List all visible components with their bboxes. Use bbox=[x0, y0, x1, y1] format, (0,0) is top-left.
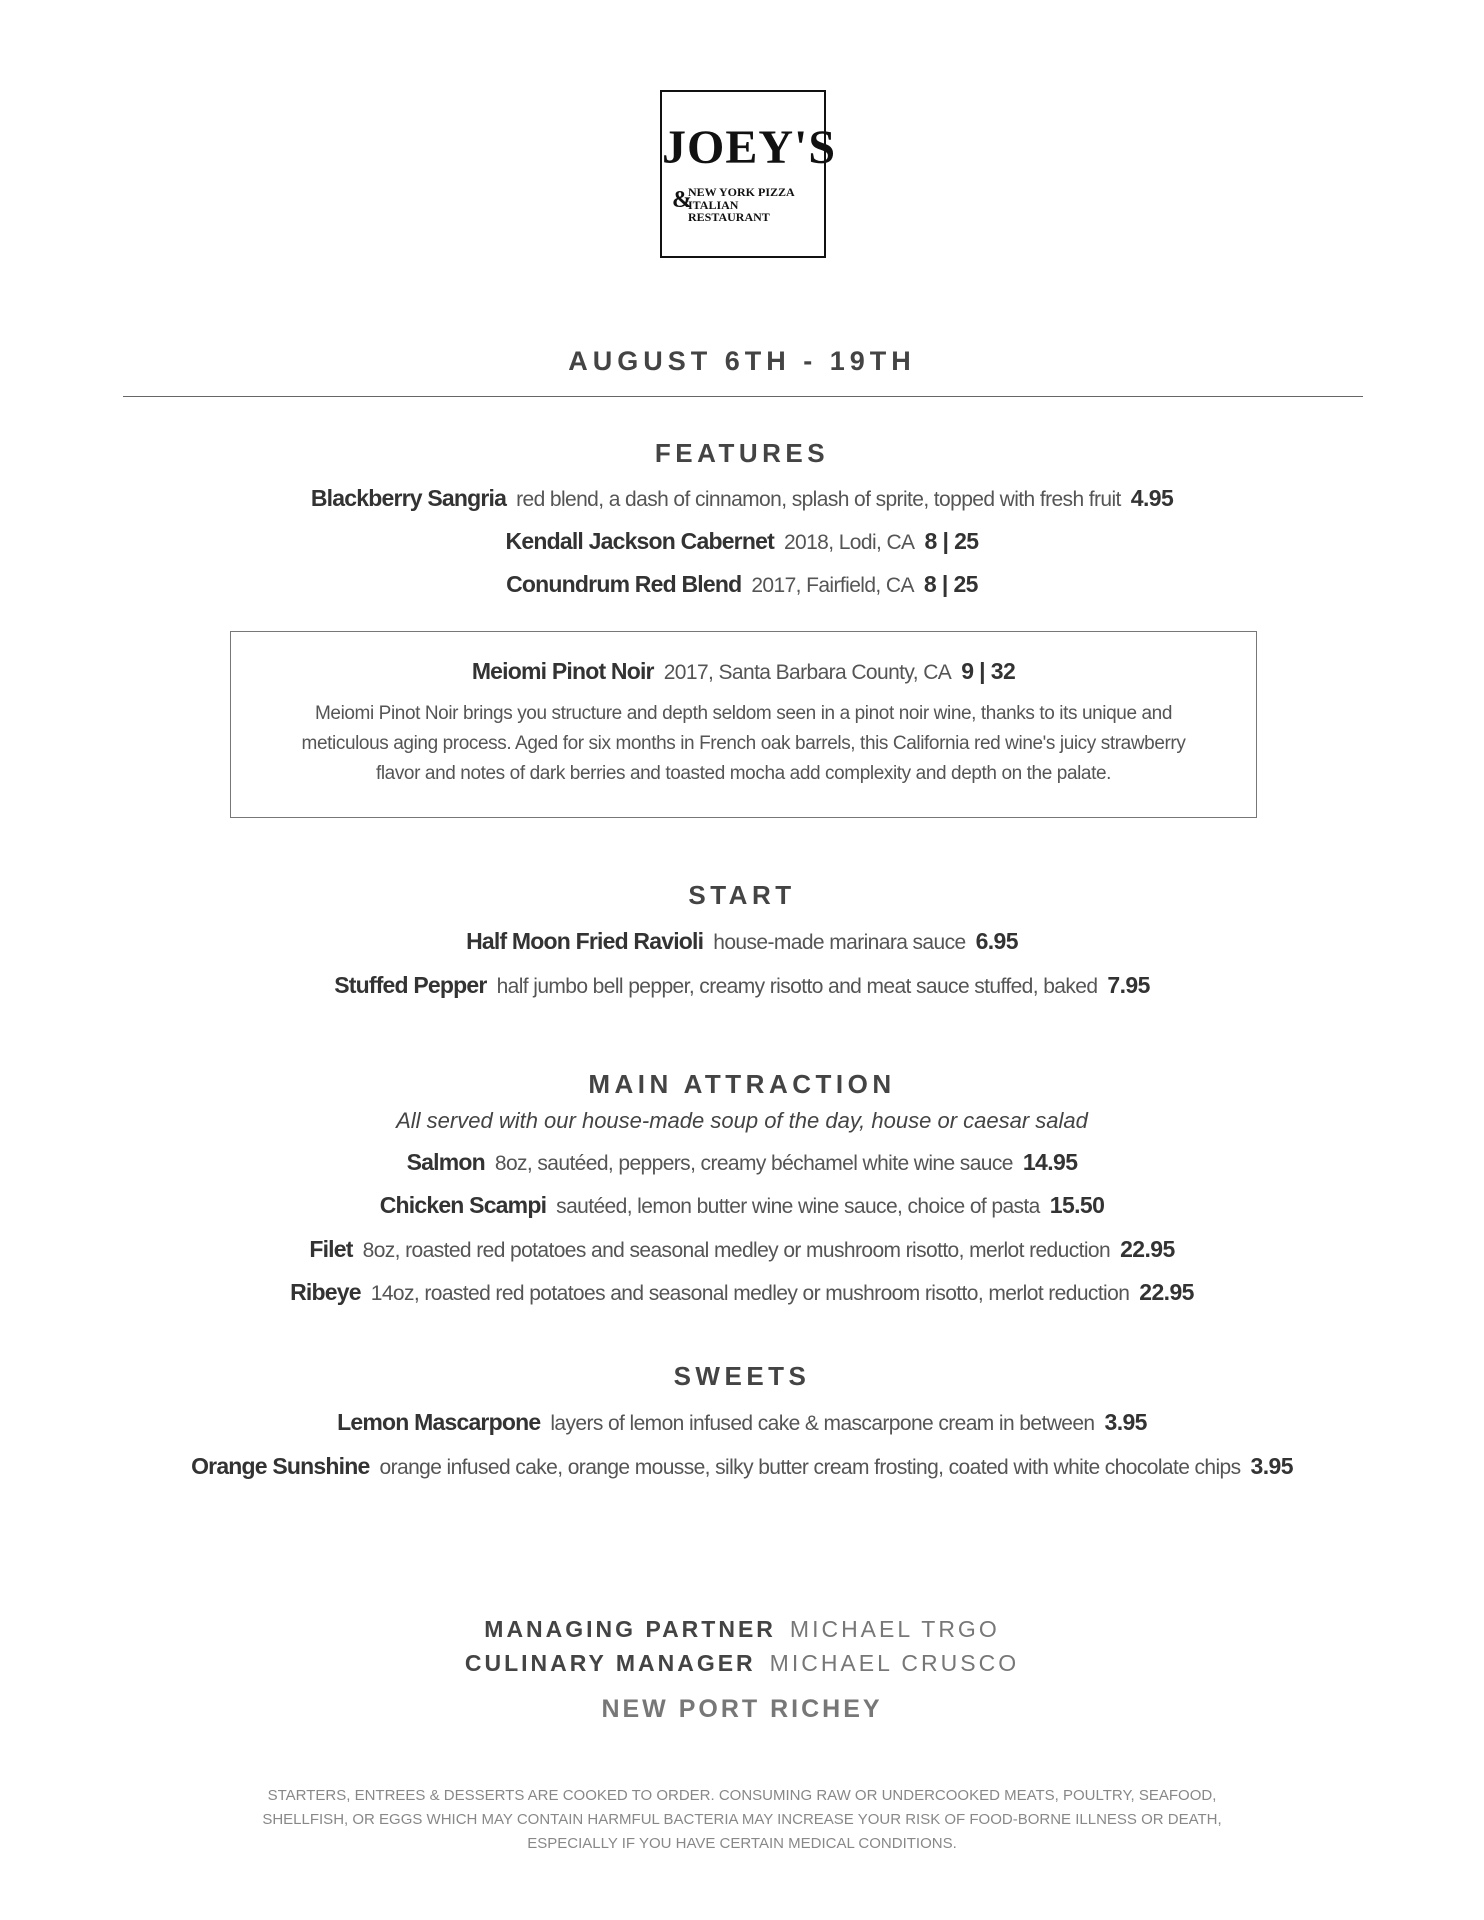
menu-item bbox=[0, 1409, 1484, 1437]
item-price: 22.95 bbox=[1120, 1236, 1175, 1262]
item-description: 8oz, sautéed, peppers, creamy béchamel white wine sauce bbox=[494, 1152, 1013, 1175]
item-description: sautéed, lemon butter wine wine sauce, choice of pasta bbox=[556, 1195, 1040, 1218]
logo-subtitle bbox=[670, 186, 818, 224]
staff-line bbox=[0, 1650, 1484, 1677]
item-price: 8 | 25 bbox=[923, 571, 978, 597]
menu-item bbox=[0, 571, 1484, 599]
item-description: house-made marinara sauce bbox=[713, 931, 966, 954]
menu-item bbox=[0, 1149, 1484, 1177]
item-price: 15.50 bbox=[1049, 1192, 1105, 1218]
item-name: Half Moon Fried Ravioli bbox=[466, 928, 704, 954]
item-description: 2017, Fairfield, CA bbox=[751, 574, 914, 597]
item-price: 22.95 bbox=[1139, 1279, 1194, 1305]
item-description: layers of lemon infused cake & mascarpone cream in between bbox=[550, 1412, 1095, 1435]
item-name: Chicken Scampi bbox=[379, 1192, 547, 1218]
item-price: 8 | 25 bbox=[924, 528, 979, 554]
section-title-main: MAIN ATTRACTION bbox=[588, 1069, 896, 1099]
item-price: 3.95 bbox=[1104, 1409, 1147, 1435]
logo-name: JOEY'S bbox=[662, 121, 837, 174]
menu-item bbox=[0, 485, 1484, 513]
section-title-sweets: SWEETS bbox=[673, 1361, 811, 1391]
disclaimer-line: ESPECIALLY IF YOU HAVE CERTAIN MEDICAL CONDITIONS. bbox=[527, 1835, 957, 1852]
item-price: 7.95 bbox=[1107, 972, 1150, 998]
menu-item bbox=[0, 1279, 1484, 1307]
item-name: Blackberry Sangria bbox=[310, 485, 507, 511]
item-description: red blend, a dash of cinnamon, splash of sprite, topped with fresh fruit bbox=[516, 488, 1121, 511]
section-title-features: FEATURES bbox=[654, 438, 830, 468]
item-name: Meiomi Pinot Noir bbox=[471, 658, 654, 684]
menu-item bbox=[0, 1453, 1484, 1481]
item-description: half jumbo bell pepper, creamy risotto and meat sauce stuffed, baked bbox=[496, 975, 1098, 998]
disclaimer-line: STARTERS, ENTREES & DESSERTS ARE COOKED TO ORDER. CONSUMING RAW OR UNDERCOOKED MEATS, POULTRY, SEAFOOD, bbox=[267, 1787, 1217, 1804]
item-description: orange infused cake, orange mousse, silky butter cream frosting, coated with white chocolate chips bbox=[379, 1456, 1241, 1479]
item-name: Stuffed Pepper bbox=[334, 972, 487, 998]
item-description: 2018, Lodi, CA bbox=[783, 531, 915, 554]
date-range: AUGUST 6TH - 19TH bbox=[568, 346, 916, 376]
section-title-start: START bbox=[688, 880, 796, 910]
menu-item bbox=[0, 972, 1484, 1000]
disclaimer-line: SHELLFISH, OR EGGS WHICH MAY CONTAIN HARMFUL BACTERIA MAY INCREASE YOUR RISK OF FOOD-BORNE ILLNESS OR DEATH, bbox=[262, 1811, 1222, 1828]
item-name: Conundrum Red Blend bbox=[506, 571, 742, 597]
wine-description-line: meticulous aging process. Aged for six months in French oak barrels, this California red wine's juicy strawberry bbox=[301, 733, 1186, 754]
staff-person: MICHAEL CRUSCO bbox=[769, 1650, 1020, 1676]
item-price: 14.95 bbox=[1022, 1149, 1078, 1175]
wine-description-line: flavor and notes of dark berries and toasted mocha add complexity and depth on the palate. bbox=[375, 763, 1112, 784]
item-name: Ribeye bbox=[290, 1279, 361, 1305]
location: NEW PORT RICHEY bbox=[601, 1695, 883, 1723]
menu-item bbox=[0, 928, 1484, 956]
restaurant-logo bbox=[660, 90, 837, 258]
item-description: 2017, Santa Barbara County, CA bbox=[663, 661, 952, 684]
menu-item bbox=[0, 1236, 1484, 1264]
item-description: 14oz, roasted red potatoes and seasonal medley or mushroom risotto, merlot reduction bbox=[370, 1282, 1130, 1305]
logo-line-2: ITALIAN RESTAURANT bbox=[688, 197, 770, 225]
staff-role: MANAGING PARTNER bbox=[484, 1616, 776, 1642]
menu-item bbox=[0, 1192, 1484, 1220]
section-subtitle: All served with our house-made soup of the day, house or caesar salad bbox=[396, 1108, 1088, 1133]
item-name: Salmon bbox=[406, 1149, 485, 1175]
staff-person: MICHAEL TRGO bbox=[789, 1616, 1000, 1642]
staff-role: CULINARY MANAGER bbox=[464, 1650, 756, 1676]
item-price: 9 | 32 bbox=[961, 658, 1016, 684]
staff-line bbox=[0, 1616, 1484, 1643]
logo-line-1: NEW YORK PIZZA bbox=[688, 185, 795, 199]
featured-wine-item bbox=[231, 658, 1256, 686]
header-divider bbox=[123, 396, 1363, 397]
item-description: 8oz, roasted red potatoes and seasonal medley or mushroom risotto, merlot reduction bbox=[362, 1239, 1111, 1262]
item-price: 4.95 bbox=[1130, 485, 1174, 511]
item-name: Filet bbox=[309, 1236, 353, 1262]
item-price: 6.95 bbox=[975, 928, 1018, 954]
item-price: 3.95 bbox=[1250, 1453, 1293, 1479]
item-name: Lemon Mascarpone bbox=[337, 1409, 541, 1435]
item-name: Orange Sunshine bbox=[191, 1453, 370, 1479]
menu-item bbox=[0, 528, 1484, 556]
featured-wine-box bbox=[230, 631, 1257, 818]
item-name: Kendall Jackson Cabernet bbox=[505, 528, 774, 554]
logo-ampersand: & bbox=[672, 187, 692, 213]
wine-description-line: Meiomi Pinot Noir brings you structure and depth seldom seen in a pinot noir wine, thanks to its unique and bbox=[314, 703, 1173, 724]
